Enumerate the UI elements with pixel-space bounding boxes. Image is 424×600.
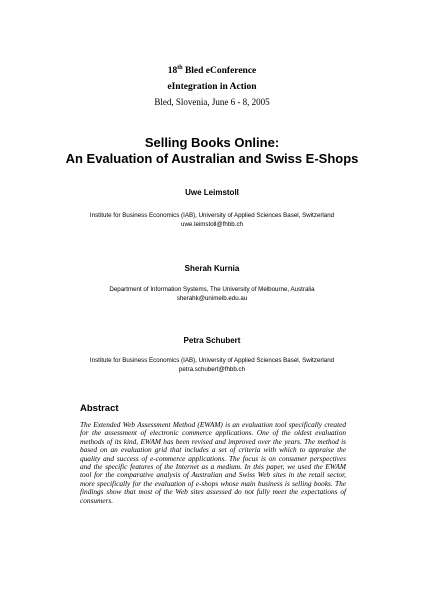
conference-title xyxy=(0,66,424,76)
author-affiliation: Department of Information Systems, The University of Melbourne, Australia xyxy=(109,286,315,293)
author-affiliation-block xyxy=(0,357,424,374)
conference-theme: eIntegration in Action xyxy=(167,82,257,92)
author-affiliation-block xyxy=(0,212,424,229)
author-affiliation: Institute for Business Economics (IAB), University of Applied Sciences Basel, Switzerland xyxy=(89,212,335,219)
conference-ordinal: 18 xyxy=(167,66,178,76)
paper-title-line-1: Selling Books Online: xyxy=(144,135,280,150)
author-affiliation-block xyxy=(0,286,424,303)
conference-location-date: Bled, Slovenia, June 6 - 8, 2005 xyxy=(154,97,270,107)
conference-ordinal-suffix: th xyxy=(177,64,183,71)
conference-name: Bled eConference xyxy=(182,66,257,76)
abstract-text: The Extended Web Assessment Method (EWAM) is an evaluation tool specifically created for the assessment of electronic commerce applications. One of the oldest evaluation methods of its kind, EWAM has been revised and improved over the years. The method is based on an evaluation grid that includes a set of criteria with which to appraise the quality and success of e-commerce applications. The focus is on consumer perspectives and the specific features of the Internet as a medium. In this paper, we used the EWAM tool for the comparative analysis of Australian and Swiss Web sites in the retail sector, more specifically for the evaluation of e-shops whose main business is selling books. The findings show that most of the Web sites assessed do not fully meet the expectations of consumers. xyxy=(80,420,346,505)
author-name: Petra Schubert xyxy=(183,336,241,345)
author-email: sherahk@unimelb.edu.au xyxy=(176,294,248,302)
author-name: Sherah Kurnia xyxy=(184,264,240,273)
author-affiliation: Institute for Business Economics (IAB), University of Applied Sciences Basel, Switzerland xyxy=(89,357,335,364)
paper-title xyxy=(0,135,424,167)
author-name: Uwe Leimstoll xyxy=(185,188,239,197)
author-email: uwe.leimstoll@fhbb.ch xyxy=(181,220,243,228)
paper-title-line-2: An Evaluation of Australian and Swiss E-Shops xyxy=(65,151,359,166)
abstract-heading: Abstract xyxy=(80,403,119,414)
author-email: petra.schubert@fhbb.ch xyxy=(178,365,246,373)
